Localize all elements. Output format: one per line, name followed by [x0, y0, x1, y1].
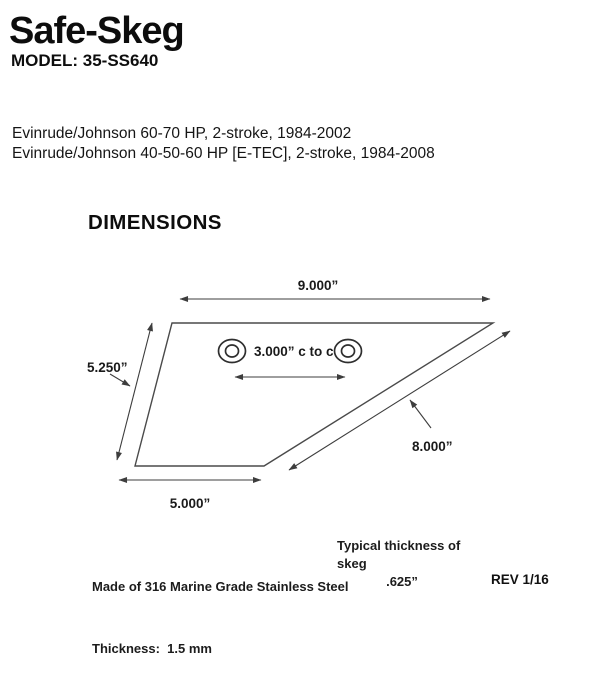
- material-spec: [92, 536, 349, 680]
- leader-arrow-left-edge: [110, 374, 130, 386]
- revision-label: REV 1/16: [491, 572, 549, 587]
- dim-label-hole-spacing: 3.000” c to c: [254, 344, 334, 359]
- material-line: Made of 316 Marine Grade Stainless Steel: [92, 579, 349, 594]
- mounting-hole-right: [335, 340, 362, 363]
- compatibility-line-2: Evinrude/Johnson 40-50-60 HP [E-TEC], 2-stroke, 1984-2008: [12, 145, 435, 162]
- typical-skeg-thickness: [337, 537, 467, 591]
- model-number: MODEL: 35-SS640: [11, 51, 159, 70]
- thickness-line: Thickness: 1.5 mm: [92, 640, 212, 656]
- dim-label-diagonal-edge: 8.000”: [412, 439, 453, 454]
- dim-line-left-edge: [117, 323, 152, 460]
- leader-arrow-diagonal-edge: [410, 400, 431, 428]
- dim-label-bottom-width: 5.000”: [169, 496, 211, 511]
- compatibility-line-1: Evinrude/Johnson 60-70 HP, 2-stroke, 1984-2002: [12, 125, 352, 142]
- dim-label-top-width: 9.000”: [297, 278, 339, 293]
- dimensions-heading: DIMENSIONS: [88, 211, 222, 234]
- mounting-hole-left: [219, 340, 246, 363]
- product-title: Safe-Skeg: [9, 10, 184, 52]
- typical-thickness-value: .625”: [386, 574, 418, 589]
- typical-thickness-label: Typical thickness of skeg: [337, 538, 461, 571]
- dim-label-left-edge: 5.250”: [87, 360, 128, 375]
